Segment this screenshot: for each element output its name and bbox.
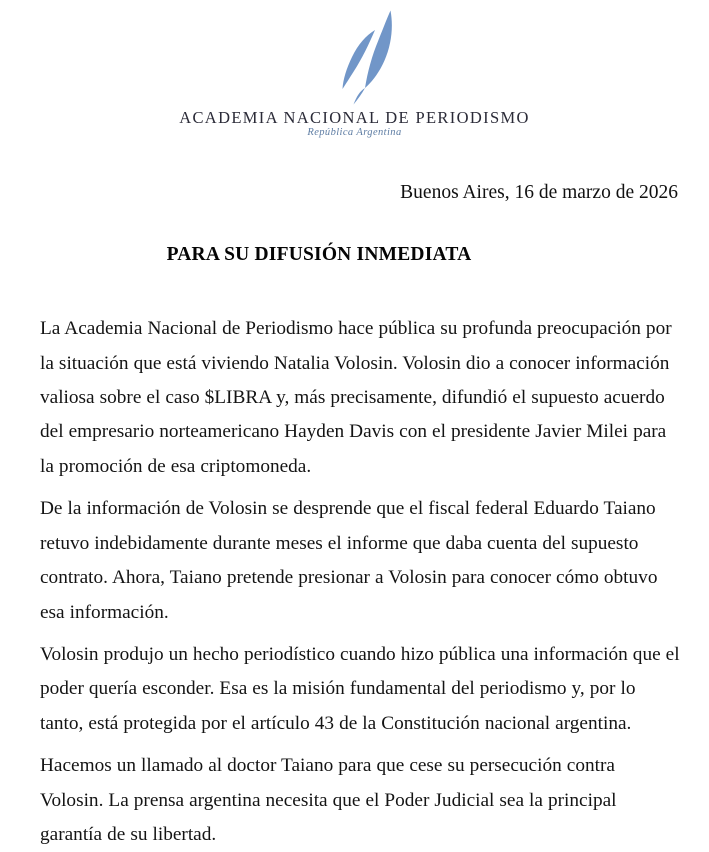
organization-subtitle: República Argentina — [307, 127, 402, 139]
feather-quill-icon — [320, 8, 416, 108]
paragraph: Hacemos un llamado al doctor Taiano para que cese su persecución contra Volosin. La prensa argentina necesita que el Poder Judicial sea la principal garantía de su libertad. — [40, 755, 617, 845]
paragraph: Volosin produjo un hecho periodístico cuando hizo pública una información que el poder quería esconder. Esa es la misión fundamental del periodismo y, por lo tanto, está protegida por el artículo 43 de la Constitución nacional argentina. — [40, 643, 680, 734]
headline: PARA SU DIFUSIÓN INMEDIATA — [166, 244, 472, 266]
dateline: Buenos Aires, 16 de marzo de 2026 — [400, 181, 678, 203]
paragraph: De la información de Volosin se desprende que el fiscal federal Eduardo Taiano retuvo indebidamente durante meses el informe que daba cuenta del supuesto contrato. Ahora, Taiano pretende presionar a Volosin para conocer cómo obtuvo esa información. — [40, 498, 658, 623]
paragraph: La Academia Nacional de Periodismo hace pública su profunda preocupación por la situación que está viviendo Natalia Volosin. Volosin dio a conocer información valiosa sobre el caso $LIBRA y, más precisamente, difundió el supuesto acuerdo del empresario norteamericano Hayden Davis con el presidente Javier Milei para la promoción de esa criptomoneda. — [40, 318, 672, 477]
paragraph-list — [40, 312, 680, 852]
letterhead — [0, 0, 709, 139]
organization-name: ACADEMIA NACIONAL DE PERIODISMO — [179, 108, 530, 127]
document-body — [0, 181, 709, 852]
